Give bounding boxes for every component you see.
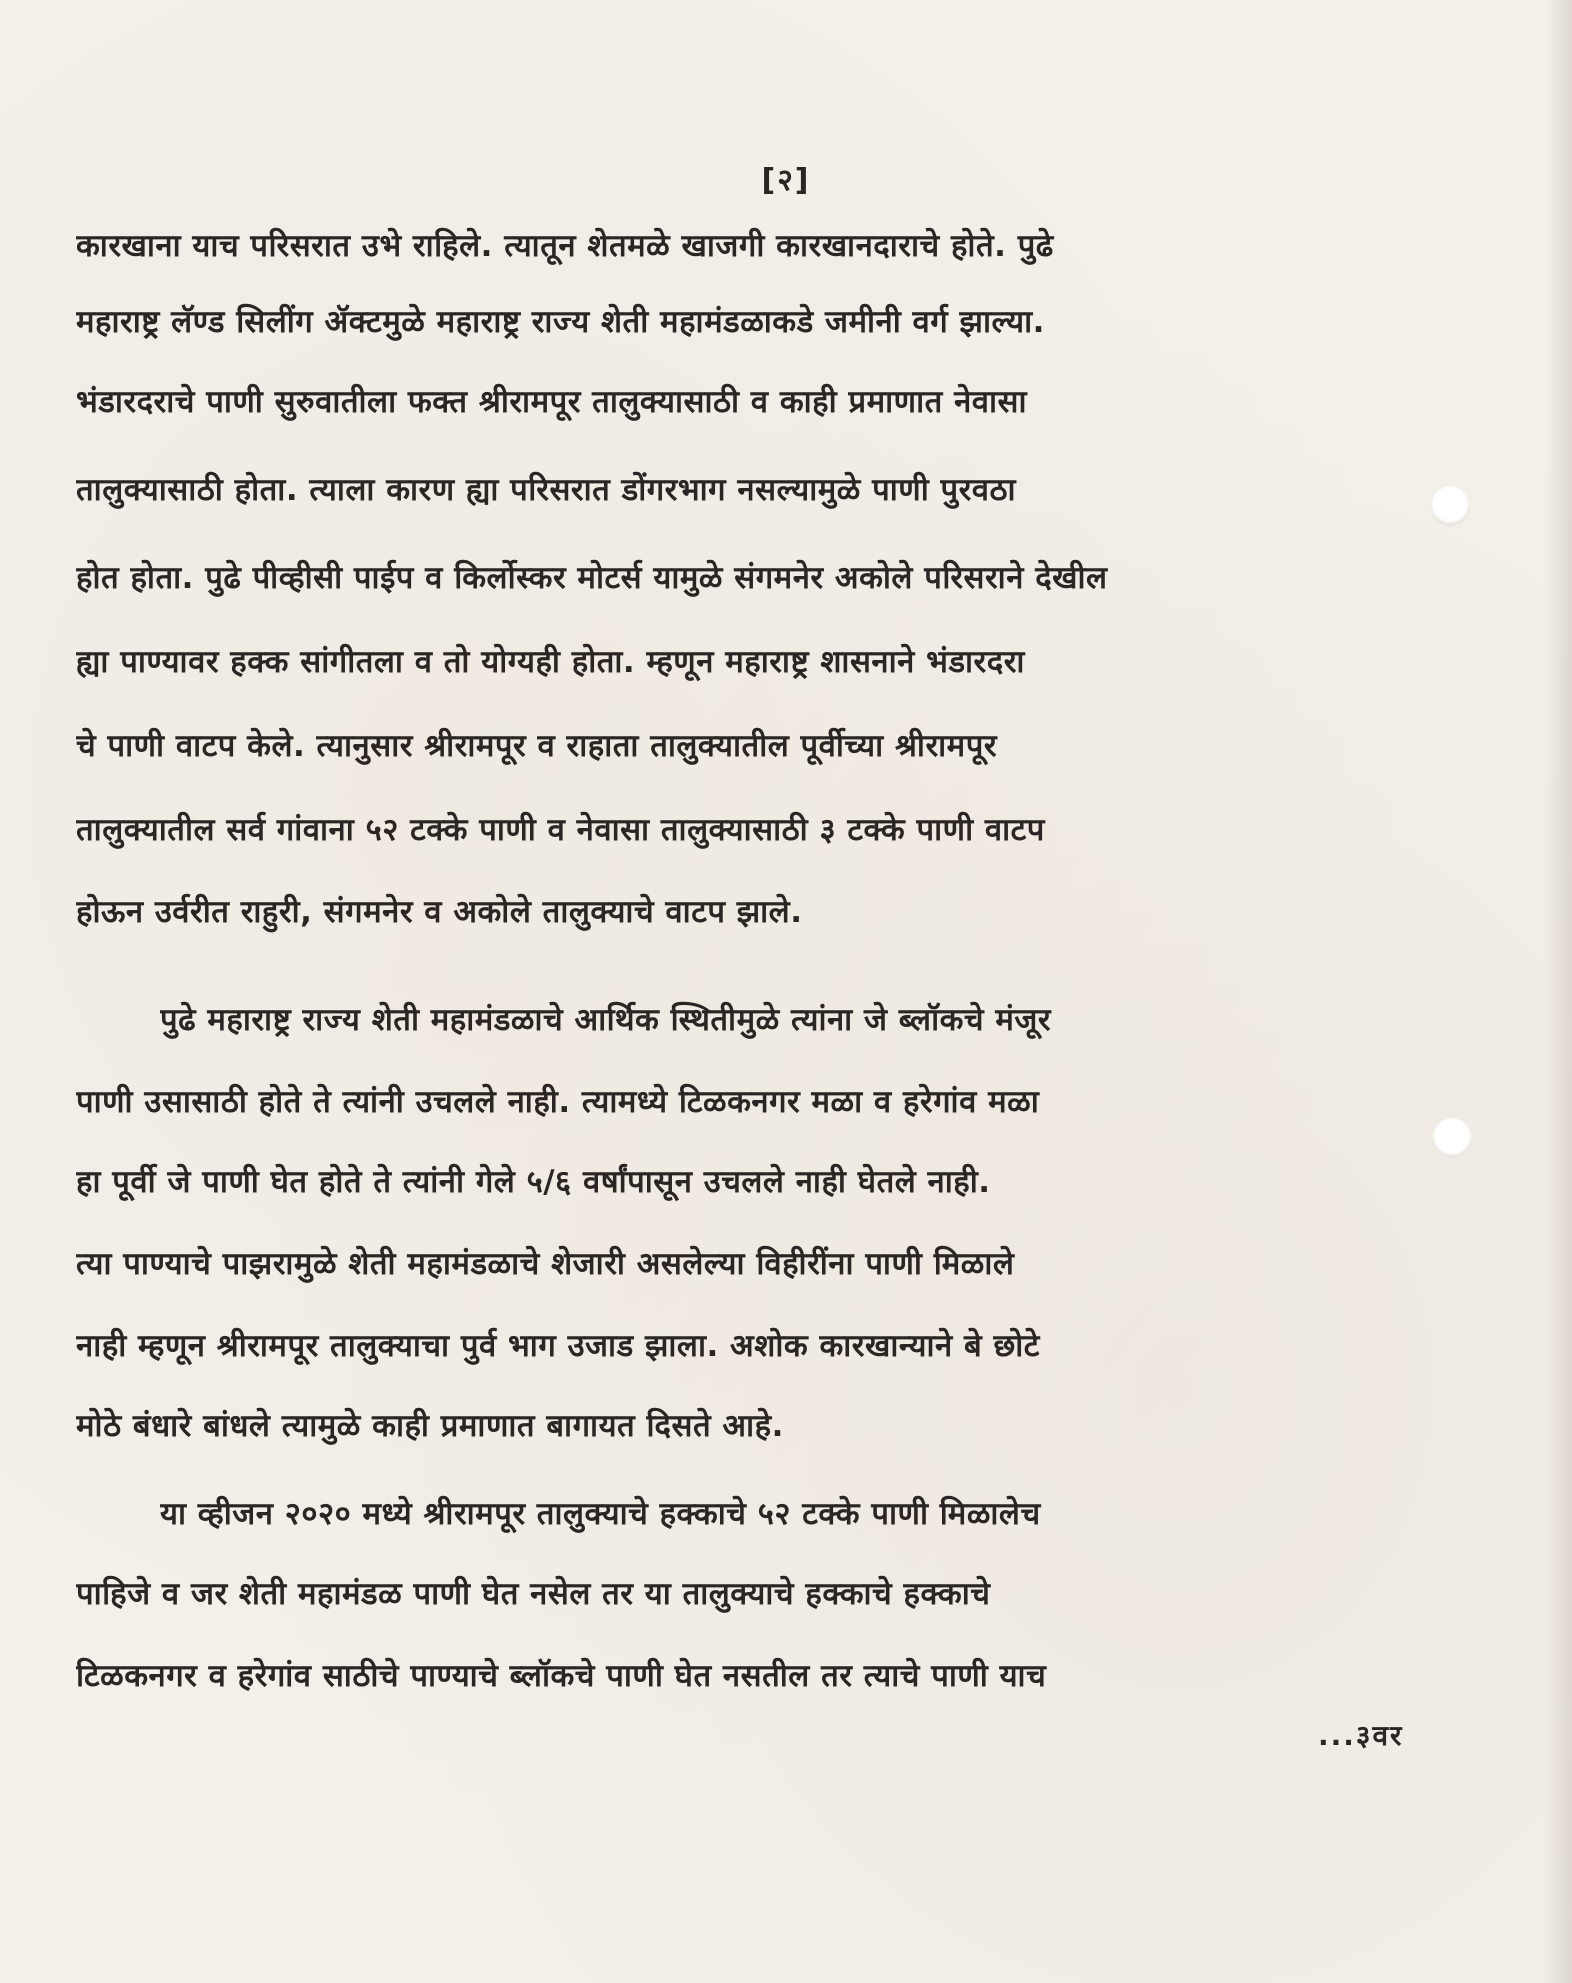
text-line: त्या पाण्याचे पाझरामुळे शेती महामंडळाचे शेजारी असलेल्या विहीरींना पाणी मिळाले <box>76 1246 1015 1282</box>
paper-edge-shadow <box>1544 0 1572 1983</box>
text-line: भंडारदराचे पाणी सुरुवातीला फक्त श्रीरामपूर तालुक्यासाठी व काही प्रमाणात नेवासा <box>76 384 1028 420</box>
text-line: तालुक्यातील सर्व गांवाना ५२ टक्के पाणी व नेवासा तालुक्यासाठी ३ टक्के पाणी वाटप <box>76 812 1045 848</box>
text-line: ह्या पाण्यावर हक्क सांगीतला व तो योग्यही होता. म्हणून महाराष्ट्र शासनाने भंडारदरा <box>76 644 1025 680</box>
text-line: पुढे महाराष्ट्र राज्य शेती महामंडळाचे आर्थिक स्थितीमुळे त्यांना जे ब्लॉकचे मंजूर <box>160 1002 1052 1038</box>
continuation-note: ...३वर <box>1318 1719 1404 1752</box>
text-line: नाही म्हणून श्रीरामपूर तालुक्याचा पुर्व भाग उजाड झाला. अशोक कारखान्याने बे छोटे <box>76 1328 1040 1364</box>
text-line: महाराष्ट्र लॅण्ड सिलींग ॲक्टमुळे महाराष्ट्र राज्य शेती महामंडळाकडे जमीनी वर्ग झाल्या. <box>76 304 1045 340</box>
text-line: होऊन उर्वरीत राहुरी, संगमनेर व अकोले तालुक्याचे वाटप झाले. <box>76 894 803 930</box>
text-line: तालुक्यासाठी होता. त्याला कारण ह्या परिसरात डोंगरभाग नसल्यामुळे पाणी पुरवठा <box>76 472 1017 508</box>
text-line: टिळकनगर व हरेगांव साठीचे पाण्याचे ब्लॉकचे पाणी घेत नसतील तर त्याचे पाणी याच <box>76 1658 1047 1694</box>
text-line: हा पूर्वी जे पाणी घेत होते ते त्यांनी गेले ५/६ वर्षांपासून उचलले नाही घेतले नाही. <box>76 1164 991 1200</box>
text-line: पाणी उसासाठी होते ते त्यांनी उचलले नाही. त्यामध्ये टिळकनगर मळा व हरेगांव मळा <box>76 1084 1040 1120</box>
text-line: मोठे बंधारे बांधले त्यामुळे काही प्रमाणात बागायत दिसते आहे. <box>76 1408 784 1444</box>
text-line: कारखाना याच परिसरात उभे राहिले. त्यातून शेतमळे खाजगी कारखानदाराचे होते. पुढे <box>76 228 1054 264</box>
page-number: [२] <box>761 163 811 198</box>
text-line: पाहिजे व जर शेती महामंडळ पाणी घेत नसेल तर या तालुक्याचे हक्काचे हक्काचे <box>76 1576 991 1612</box>
text-line: या व्हीजन २०२० मध्ये श्रीरामपूर तालुक्याचे हक्काचे ५२ टक्के पाणी मिळालेच <box>160 1496 1041 1532</box>
text-line: होत होता. पुढे पीव्हीसी पाईप व किर्लोस्कर मोटर्स यामुळे संगमनेर अकोले परिसराने देखील <box>76 560 1108 596</box>
text-line: चे पाणी वाटप केले. त्यानुसार श्रीरामपूर व राहाता तालुक्यातील पूर्वीच्या श्रीरामपूर <box>76 728 997 764</box>
